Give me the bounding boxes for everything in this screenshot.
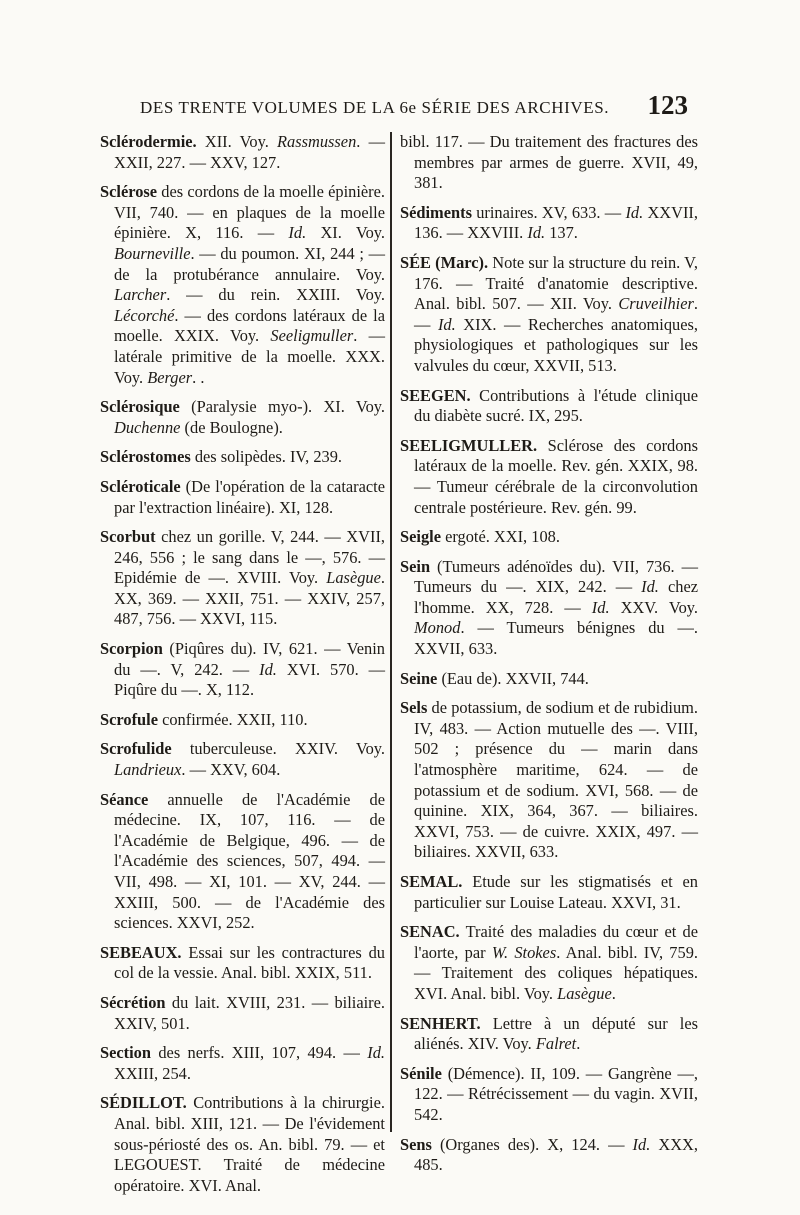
entry-italic-text: Id. [625,202,644,222]
entry-text: . Anal. bibl. IV, 759. — Traitement des coliques hépatiques. XVI. Anal. bibl. Voy. [414,942,698,1003]
entry-headword: Scrofulide [100,739,172,759]
entry-text: (Démence). II, 109. — Gangrène —, 122. — Rétrécissement — du vagin. XVII, 542. [414,1063,698,1124]
entry-headword: Sens [400,1134,432,1154]
entry-text: . — latérale primitive de la moelle. XXX. Voy. [114,326,385,387]
entry-text: XVI. 570. — Piqûre du —. X, 112. [114,659,385,700]
index-entry [100,447,385,468]
entry-text: chez un gorille. V, 244. — XVII, 246, 556 ; le sang dans le —, 576. — Epidémie de —. XVIII. Voy. [114,527,385,588]
entry-text: (De l'opération de la cataracte par l'extraction linéaire). XI, 128. [114,476,385,517]
entry-italic-text: Id. [632,1134,651,1154]
index-entry [400,557,698,660]
entry-text: . — XXV, 604. [181,760,281,780]
index-entry [100,132,385,173]
entry-text: XXX, 485. [414,1134,698,1175]
entry-text: XXV. Voy. [609,597,698,617]
page-number: 123 [647,90,688,120]
index-entry [100,639,385,701]
entry-text: Essai sur les contractures du col de la vessie. Anal. bibl. XXIX, 511. [114,942,385,983]
entry-headword: Seine [400,668,438,688]
entry-headword: Sclérodermie. [100,132,197,151]
entry-italic-text: Id. [288,223,307,243]
page-header [140,88,688,128]
entry-headword: SEMAL. [400,872,463,891]
entry-text: (Eau de). XXVII, 744. [437,668,589,688]
index-entry [100,739,385,780]
index-entry [100,943,385,984]
entry-text: des solipèdes. IV, 239. [190,447,343,467]
entry-text: . — du rein. XXIII. Voy. [166,285,385,305]
index-entry [400,698,698,863]
index-entry [100,710,385,731]
entry-text: XI. Voy. [306,223,385,243]
entry-italic-text: Id. [527,223,546,243]
index-entry [400,203,698,244]
entry-text: ergoté. XXI, 108. [440,527,560,547]
index-entry [100,1093,385,1196]
entry-headword: SENAC. [400,922,460,942]
right-column [400,132,698,1175]
entry-text: . — [414,294,698,334]
entry-italic-text: Berger [147,367,193,387]
index-entry [100,993,385,1034]
entry-text: bibl. 117. — Du traitement des fractures des membres par armes de guerre. XVII, 49, 381. [400,132,698,193]
index-entry [100,527,385,630]
entry-text: (Paralysie myo-). XI. Voy. [179,397,385,417]
entry-italic-text: Monod [414,618,461,638]
running-title: DES TRENTE VOLUMES DE LA 6e SÉRIE DES ARCHIVES. [140,98,610,117]
index-entry [100,182,385,388]
index-entry [400,872,698,913]
index-entry [400,527,698,548]
entry-italic-text: Id. [367,1043,385,1063]
entry-headword: SEBEAUX. [100,942,182,962]
entry-italic-text: Lasègue [557,983,612,1003]
entry-headword: Scléroticale [100,476,181,496]
entry-text: . [576,1034,581,1054]
entry-italic-text: Id. [259,659,277,679]
entry-italic-text: Lasègue [326,568,381,588]
entry-text: XIX. — Recherches anatomiques, physiologiques et pathologiques sur les valvules du cœur, XXVII, 513. [414,314,698,375]
entry-italic-text: Id. [437,314,456,334]
entry-text: tuberculeuse. XXIV. Voy. [171,739,385,759]
index-entry [400,386,698,427]
index-columns [100,132,700,1195]
entry-headword: Sein [400,556,431,576]
entry-text: . — du poumon. XI, 244 ; — de la protubérance annulaire. Voy. [114,243,385,284]
index-entry [100,1043,385,1084]
entry-text: . . [192,367,205,387]
entry-text: Note sur la structure du rein. V, 176. — Traité d'anatomie descriptive. Anal. bibl. 507. — XII. Voy. [414,252,698,314]
entry-text: (de Boulogne). [180,417,283,437]
index-entry [400,132,698,194]
entry-text: Lettre à un député sur les aliénés. XIV. Voy. [414,1013,698,1054]
entry-headword: Section [100,1043,151,1063]
left-column [100,132,385,1195]
entry-text: Etude sur les stigmatisés et en particulier sur Louise Lateau. XXVI, 31. [414,872,698,912]
entry-text: . — XXII, 227. — XXV, 127. [114,132,385,172]
entry-headword: Sclérose [100,182,158,202]
entry-headword: Scorbut [100,527,156,547]
entry-italic-text: W. Stokes [491,942,557,962]
index-entry [400,669,698,690]
entry-text: XXIII, 254. [114,1063,191,1083]
entry-italic-text: Duchenne [114,417,181,437]
entry-text: annuelle de l'Académie de médecine. IX, 107, 116. — de l'Académie de Belgique, 496. — de l'Académie des sciences, 507, 494. — VII, 498. — XI, 101. — XV, 244. — XXIII, 500. — de l'Académie des sciences. XXVI, 252. [114,789,385,933]
index-entry [400,1014,698,1055]
entry-italic-text: Landrieux [114,760,182,780]
entry-headword: Scrofule [100,709,158,729]
entry-text: des nerfs. XIII, 107, 494. — [151,1043,368,1063]
index-entry [400,1135,698,1176]
entry-headword: Sclérostomes [100,447,191,467]
index-entry [100,790,385,934]
entry-text: Contributions à la chirurgie. Anal. bibl. XIII, 121. — De l'évidement sous-périosté des os. An. bibl. 79. — et LEGOUEST. Traité de médecine opératoire. XVI. Anal. [114,1093,385,1195]
entry-headword: Sels [400,698,428,718]
entry-italic-text: Seeligmuller [270,326,354,346]
entry-text: Traité des maladies du cœur et de l'aorte, par [414,922,698,962]
entry-text: (Tumeurs adénoïdes du). VII, 736. — Tumeurs du —. XIX, 242. — [414,556,698,597]
entry-headword: SÉDILLOT. [100,1093,187,1113]
entry-headword: Scorpion [100,639,163,659]
entry-text: des cordons de la moelle épinière. VII, 740. — en plaques de la moelle épinière. X, 116. — [114,182,385,243]
entry-text: XXVII, 136. — XXVIII. [414,202,698,243]
entry-headword: SENHERT. [400,1013,481,1033]
column-divider [390,132,392,1132]
index-entry [400,436,698,518]
entry-text: . XX, 369. — XXII, 751. — XXIV, 257, 487, 756. — XXVI, 115. [114,568,385,629]
entry-italic-text: Bourneville [114,243,191,263]
entry-text: Contributions à l'étude clinique du diabète sucré. IX, 295. [414,385,698,426]
entry-headword: Sédiments [400,202,472,222]
index-entry [400,1064,698,1126]
entry-headword: Seigle [400,527,441,547]
index-entry [100,397,385,438]
entry-text: de potassium, de sodium et de rubidium. IV, 483. — Action mutuelle des —. VIII, 502 ; présence du — marin dans l'atmosphère maritime, 624. — de potassium et de sodium. XVI, 568. — de quinine. XIX, 364, 367. — biliaires. XXVI, 753. — de cuivre. XXIX, 497. — biliaires. XXVII, 633. [414,698,698,862]
entry-text: du lait. XVIII, 231. — biliaire. XXIV, 501. [114,992,385,1033]
entry-text: . — Tumeurs bénignes du —. XXVII, 633. [414,618,698,659]
entry-text: 137. [545,223,578,243]
entry-text: . [611,983,616,1003]
entry-text: . — des cordons latéraux de la moelle. XXIX. Voy. [114,305,385,346]
entry-headword: Sclérosique [100,397,180,417]
entry-headword: SÉE (Marc). [400,252,489,272]
entry-headword: Sécrétion [100,992,166,1012]
index-entry [400,922,698,1004]
entry-italic-text: Rassmussen [277,132,357,151]
entry-headword: SEEGEN. [400,385,471,405]
entry-italic-text: Id. [591,597,610,617]
entry-text: urinaires. XV, 633. — [471,202,626,222]
entry-italic-text: Falret [535,1034,577,1054]
entry-italic-text: Larcher [114,285,167,305]
entry-text: (Piqûres du). IV, 621. — Venin du —. V, 242. — [114,639,385,679]
entry-headword: Séance [100,789,149,809]
entry-italic-text: Lécorché [114,305,175,325]
entry-headword: SEELIGMULLER. [400,435,538,455]
index-entry [400,253,698,377]
entry-text: Sclérose des cordons latéraux de la moelle. Rev. gén. XXIX, 98. — Tumeur cérébrale de la circonvolution centrale postérieure. Rev. gén. 99. [414,435,698,517]
entry-text: (Organes des). X, 124. — [431,1134,633,1154]
entry-text: chez l'homme. XX, 728. — [414,577,698,617]
entry-headword: Sénile [400,1063,442,1083]
entry-italic-text: Cruveilhier [618,294,694,314]
index-entry [100,477,385,518]
entry-italic-text: Id. [641,577,659,597]
entry-text: XII. Voy. [196,132,278,151]
entry-text: confirmée. XXII, 110. [157,709,308,729]
